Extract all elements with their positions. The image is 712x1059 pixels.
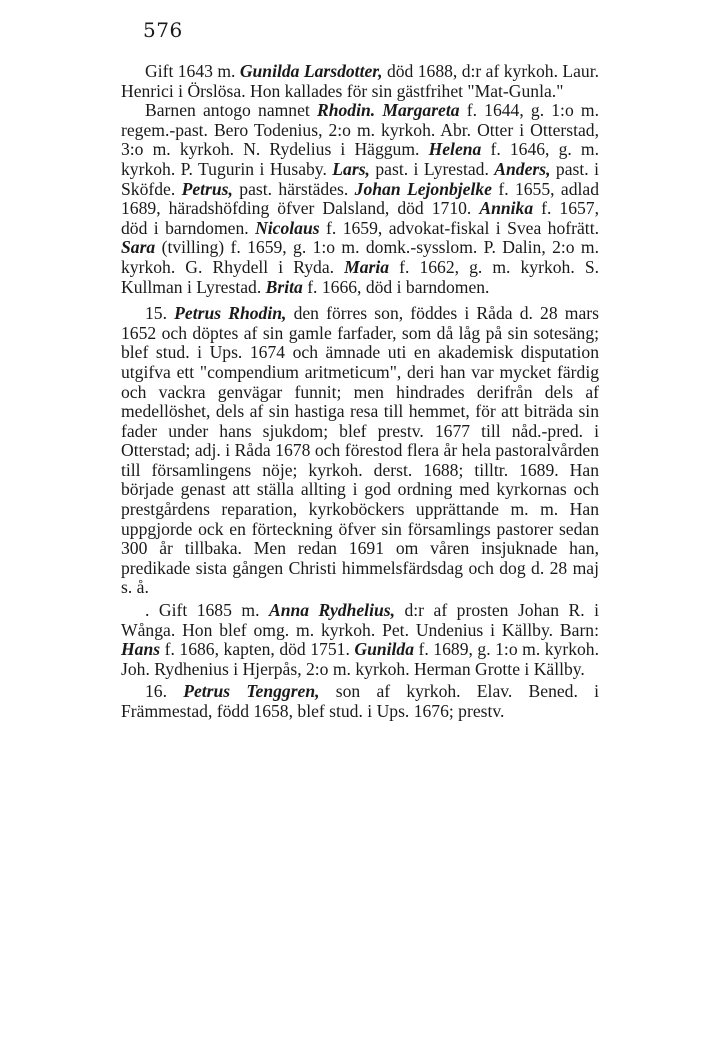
paragraph-nr-16 [121, 682, 599, 721]
text-run: f. 1659, advokat-fiskal i Svea hofrätt. [319, 217, 599, 238]
text-run: past. härstädes. [232, 178, 355, 199]
person-name: Nicolaus [255, 217, 320, 238]
text-run: (tvilling) f. 1659, g. 1:o m. domk.-sysslom. P. Dalin, 2:o m. kyrkoh. G. Rhydell i Ryda. [121, 237, 599, 277]
text-run: 16. [145, 681, 184, 702]
text-run: den förres son, föddes i Råda d. 28 mars 1652 och döptes af sin gamle farfader, som då låg på sin sotesäng; blef stud. i Ups. 1674 och ämnade uti en akademisk disputation utgifva ett "compendium aritmeticum", deri han var mycket färdig och vackra genvägar funnit; men hindrades derifrån dels af medellöshet, dels af sin hastiga resa till hemmet, för att biträda sin fader under hans sjukdom; blef prestv. 1677 till nåd.-pred. i Otterstad; adj. i Råda 1678 och förestod flera år hela pastoralvården till församlingens nöje; kyrkoh. derst. 1688; tilltr. 1689. Han började genast att ställa allting i god ordning med kyrkornas och prestgårdens reparation, kyrkoböckers upprättande m. m. Han uppgjorde ock en förteckning öfver sin församlings pastorer sedan 300 år tillbaka. Men redan 1691 om våren insjuknade han, predikade sista gången Christi himmelsfärdsdag och dog d. 28 maj s. å. [121, 303, 599, 598]
person-name: Helena [428, 139, 482, 160]
person-name: Anders, [494, 158, 551, 179]
page-number: 576 [143, 18, 183, 42]
person-name: Annika [479, 198, 534, 219]
text-run: f. 1657, död i barndomen. [121, 198, 600, 238]
text-run: son af kyrkoh. Elav. Bened. i Främmestad, född 1658, blef stud. i Ups. 1676; prestv. [121, 681, 599, 721]
person-name: Margareta [382, 100, 460, 121]
person-name: Brita [265, 276, 303, 297]
person-name: Johan Lejonbjelke [354, 178, 492, 199]
text-run: f. 1662, g. m. kyrkoh. S. Kullman i Lyrestad. [121, 256, 599, 297]
text-run: d:r af prosten Johan R. i Wånga. Hon blef omg. m. kyrkoh. Pet. Undenius i Källby. Barn: [121, 600, 599, 640]
person-name: Petrus Rhodin, [174, 303, 287, 324]
body-text [121, 62, 599, 722]
text-run: f. 1655, adlad 1689, häradshöfding öfver Dalsland, död 1710. [121, 178, 600, 219]
person-name: Rhodin. [316, 100, 376, 121]
person-name: Hans [121, 639, 161, 660]
paragraph-gift-1685 [121, 601, 599, 679]
text-run: 15. [145, 303, 175, 324]
person-name: Lars, [332, 158, 370, 179]
paragraph-nr-15 [121, 304, 599, 598]
text-run: f. 1689, g. 1:o m. kyrkoh. Joh. Rydhenius i Hjerpås, 2:o m. kyrkoh. Herman Grotte i Källby. [121, 639, 599, 679]
text-run: Gift 1643 m. [145, 61, 240, 81]
paragraph-gift-1643 [121, 62, 599, 101]
text-run: past. i Sköfde. [121, 158, 599, 199]
person-name: Gunilda [354, 639, 415, 660]
person-name: Sara [121, 237, 156, 258]
text-run: f. 1666, död i barndomen. [302, 276, 490, 297]
text-run: . Gift 1685 m. [145, 600, 269, 621]
text-run: past. i Lyrestad. [369, 158, 495, 179]
person-name: Petrus, [181, 178, 233, 199]
person-name: Gunilda Larsdotter, [239, 61, 383, 81]
person-name: Petrus Tenggren, [183, 681, 320, 702]
person-name: Maria [344, 256, 390, 277]
text-run: f. 1644, g. 1:o m. regem.-past. Bero Todenius, 2:o m. kyrkoh. Abr. Otter i Otterstad, 3:o m. kyrkoh. N. Rydelius i Häggum. [121, 100, 599, 160]
text-run: f. 1686, kapten, död 1751. [160, 639, 355, 660]
person-name: Anna Rydhelius, [268, 600, 395, 621]
paragraph-barnen [121, 101, 599, 297]
text-run: död 1688, d:r af kyrkoh. Laur. Henrici i Örslösa. Hon kallades för sin gästfrihet "Mat-Gunla." [121, 61, 600, 101]
text-run: f. 1646, g. m. kyrkoh. P. Tugurin i Husaby. [121, 139, 599, 179]
text-run: Barnen antogo namnet [145, 100, 317, 121]
